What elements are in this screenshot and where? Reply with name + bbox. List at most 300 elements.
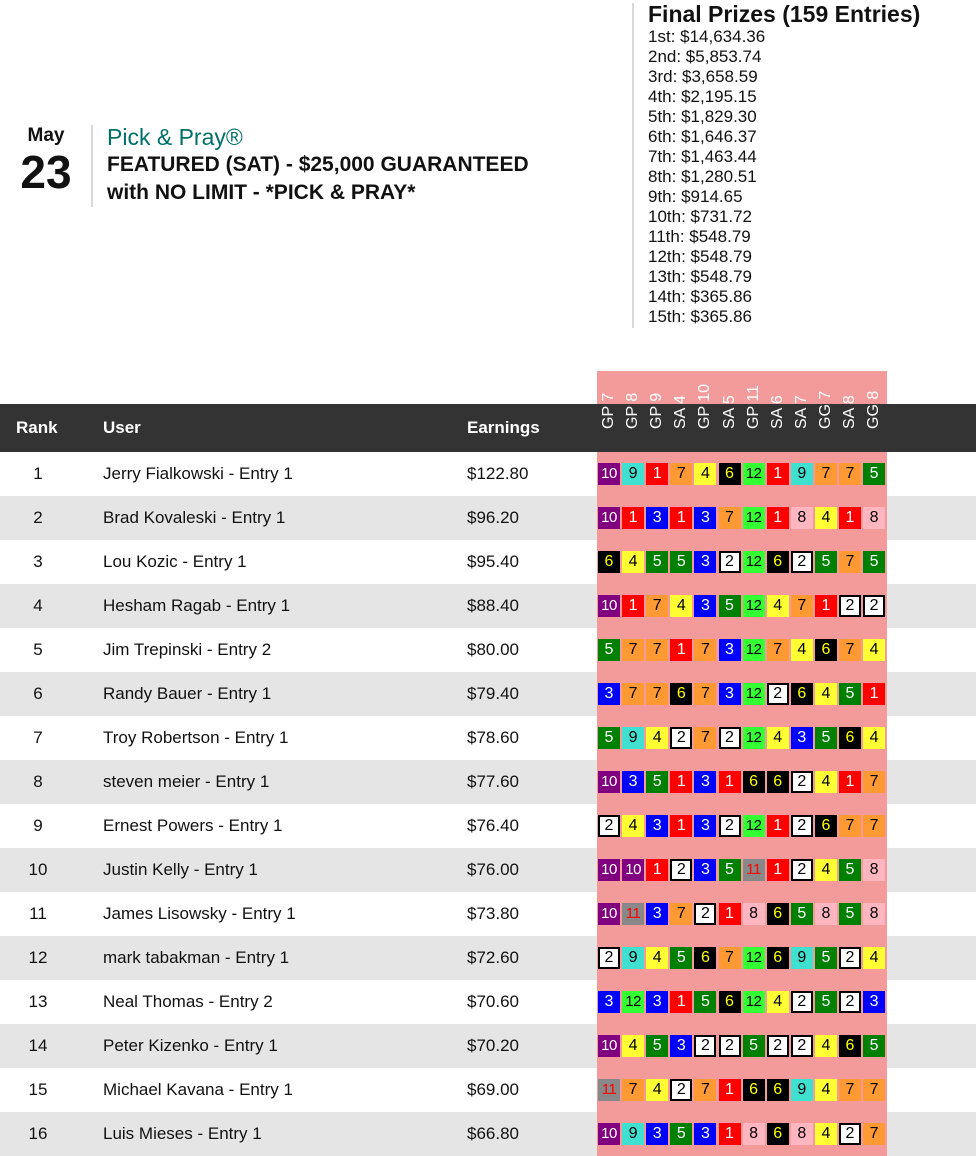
saddle-cloth-badge: 9 (791, 947, 813, 969)
prize-item: 13th: $548.79 (648, 267, 752, 286)
picks-cell (597, 672, 887, 716)
saddle-cloth-badge: 7 (622, 683, 644, 705)
prize-item: 1st: $14,634.36 (648, 27, 766, 46)
race-header-label: GP 10 (696, 383, 714, 429)
earnings-cell: $76.00 (467, 860, 519, 879)
saddle-cloth-badge: 7 (839, 551, 861, 573)
saddle-cloth-badge: 3 (694, 551, 716, 573)
saddle-cloth-badge: 12 (743, 595, 765, 617)
user-name[interactable]: Randy Bauer - Entry 1 (103, 684, 272, 703)
saddle-cloth-badge: 2 (767, 1035, 789, 1057)
event-info (107, 123, 529, 207)
saddle-cloth-badge: 4 (767, 727, 789, 749)
picks-cell (597, 452, 887, 496)
saddle-cloth-badge: 8 (791, 1123, 813, 1145)
saddle-cloth-badge: 10 (598, 903, 620, 925)
table-row[interactable] (0, 804, 976, 848)
saddle-cloth-badge: 1 (670, 771, 692, 793)
rank-cell: 9 (33, 816, 43, 835)
saddle-cloth-badge: 9 (622, 727, 644, 749)
saddle-cloth-badge: 1 (646, 859, 668, 881)
saddle-cloth-badge: 10 (622, 859, 644, 881)
saddle-cloth-badge: 10 (598, 463, 620, 485)
saddle-cloth-badge: 12 (743, 551, 765, 573)
saddle-cloth-badge: 4 (815, 1123, 837, 1145)
saddle-cloth-badge: 10 (598, 595, 620, 617)
saddle-cloth-badge: 3 (694, 507, 716, 529)
saddle-cloth-badge: 2 (839, 1123, 861, 1145)
picks-cell (597, 716, 887, 760)
prize-item: 12th: $548.79 (648, 247, 752, 266)
rank-cell: 7 (33, 728, 43, 747)
saddle-cloth-badge: 2 (670, 859, 692, 881)
saddle-cloth-badge: 1 (719, 771, 741, 793)
event-day: 23 (20, 146, 72, 198)
saddle-cloth-badge: 10 (598, 1123, 620, 1145)
picks-cell (597, 936, 887, 980)
saddle-cloth-badge: 4 (863, 947, 885, 969)
saddle-cloth-badge: 8 (863, 859, 885, 881)
saddle-cloth-badge: 7 (839, 639, 861, 661)
rank-cell: 12 (28, 948, 48, 967)
rank-cell: 1 (33, 464, 43, 483)
race-header (838, 375, 862, 447)
saddle-cloth-badge: 2 (767, 683, 789, 705)
saddle-cloth-badge: 3 (598, 991, 620, 1013)
user-name[interactable]: Troy Robertson - Entry 1 (103, 728, 289, 747)
saddle-cloth-badge: 1 (622, 595, 644, 617)
saddle-cloth-badge: 2 (839, 947, 861, 969)
user-name[interactable]: Hesham Ragab - Entry 1 (103, 596, 291, 615)
saddle-cloth-badge: 7 (622, 639, 644, 661)
saddle-cloth-badge: 7 (694, 683, 716, 705)
saddle-cloth-badge: 3 (694, 595, 716, 617)
date-block (0, 125, 92, 197)
saddle-cloth-badge: 1 (767, 507, 789, 529)
saddle-cloth-badge: 3 (719, 683, 741, 705)
race-header-label: GG 7 (816, 390, 834, 429)
race-header-label: GP 9 (648, 392, 666, 429)
user-name[interactable]: Jim Trepinski - Entry 2 (103, 640, 272, 659)
saddle-cloth-badge: 3 (719, 639, 741, 661)
prize-item: 9th: $914.65 (648, 187, 743, 206)
user-name[interactable]: Neal Thomas - Entry 2 (103, 992, 273, 1011)
prize-item: 4th: $2,195.15 (648, 87, 757, 106)
saddle-cloth-badge: 7 (839, 1079, 861, 1101)
earnings-cell: $69.00 (467, 1080, 519, 1099)
user-name[interactable]: Brad Kovaleski - Entry 1 (103, 508, 286, 527)
saddle-cloth-badge: 10 (598, 771, 620, 793)
saddle-cloth-badge: 6 (791, 683, 813, 705)
race-header-label: GG 8 (865, 390, 883, 429)
saddle-cloth-badge: 5 (670, 1123, 692, 1145)
saddle-cloth-badge: 4 (791, 639, 813, 661)
saddle-cloth-badge: 1 (767, 463, 789, 485)
race-header-label: SA 8 (841, 395, 858, 429)
picks-cell (597, 760, 887, 804)
saddle-cloth-badge: 10 (598, 859, 620, 881)
saddle-cloth-badge: 12 (743, 947, 765, 969)
saddle-cloth-badge: 9 (622, 463, 644, 485)
race-header (790, 375, 814, 447)
saddle-cloth-badge: 11 (598, 1079, 620, 1101)
saddle-cloth-badge: 4 (815, 683, 837, 705)
prize-item: 3rd: $3,658.59 (648, 67, 758, 86)
saddle-cloth-badge: 10 (598, 507, 620, 529)
saddle-cloth-badge: 2 (719, 815, 741, 837)
rank-cell: 11 (29, 904, 47, 923)
saddle-cloth-badge: 6 (743, 1079, 765, 1101)
saddle-cloth-badge: 3 (646, 903, 668, 925)
saddle-cloth-badge: 5 (815, 551, 837, 573)
saddle-cloth-badge: 5 (646, 1035, 668, 1057)
saddle-cloth-badge: 6 (694, 947, 716, 969)
saddle-cloth-badge: 7 (767, 639, 789, 661)
picks-cell (597, 1112, 887, 1156)
saddle-cloth-badge: 1 (863, 683, 885, 705)
saddle-cloth-badge: 2 (598, 947, 620, 969)
saddle-cloth-badge: 2 (694, 1035, 716, 1057)
rank-cell: 6 (33, 684, 43, 703)
table-row[interactable] (0, 672, 976, 716)
saddle-cloth-badge: 5 (598, 727, 620, 749)
saddle-cloth-badge: 7 (815, 463, 837, 485)
rank-cell: 3 (33, 552, 43, 571)
saddle-cloth-badge: 6 (815, 639, 837, 661)
saddle-cloth-badge: 7 (839, 463, 861, 485)
saddle-cloth-badge: 1 (670, 991, 692, 1013)
rank-cell: 14 (28, 1036, 48, 1055)
table-row[interactable] (0, 496, 976, 540)
saddle-cloth-badge: 7 (670, 903, 692, 925)
saddle-cloth-badge: 4 (815, 771, 837, 793)
saddle-cloth-badge: 9 (791, 463, 813, 485)
earnings-cell: $76.40 (467, 816, 519, 835)
saddle-cloth-badge: 2 (791, 1035, 813, 1057)
saddle-cloth-badge: 1 (815, 595, 837, 617)
saddle-cloth-badge: 5 (743, 1035, 765, 1057)
saddle-cloth-badge: 4 (767, 595, 789, 617)
picks-cell (597, 584, 887, 628)
earnings-cell: $96.20 (467, 508, 519, 527)
earnings-cell: $66.80 (467, 1124, 519, 1143)
saddle-cloth-badge: 5 (719, 859, 741, 881)
user-name[interactable]: Jerry Fialkowski - Entry 1 (103, 464, 293, 483)
saddle-cloth-badge: 5 (839, 683, 861, 705)
table-row[interactable] (0, 452, 976, 496)
saddle-cloth-badge: 8 (791, 507, 813, 529)
prize-item: 11th: $548.79 (648, 227, 751, 246)
contest-title-line-2: with NO LIMIT - *PICK & PRAY* (107, 181, 416, 204)
saddle-cloth-badge: 1 (839, 507, 861, 529)
race-header (766, 375, 790, 447)
saddle-cloth-badge: 12 (743, 507, 765, 529)
saddle-cloth-badge: 5 (791, 903, 813, 925)
user-name[interactable]: Luis Mieses - Entry 1 (103, 1124, 262, 1143)
saddle-cloth-badge: 7 (646, 639, 668, 661)
saddle-cloth-badge: 8 (863, 507, 885, 529)
picks-cell (597, 980, 887, 1024)
saddle-cloth-badge: 12 (743, 991, 765, 1013)
prize-item: 14th: $365.86 (648, 287, 752, 306)
race-header-label: GP 8 (624, 392, 642, 429)
saddle-cloth-badge: 6 (719, 991, 741, 1013)
saddle-cloth-badge: 2 (719, 727, 741, 749)
race-header (621, 375, 645, 447)
saddle-cloth-badge: 9 (622, 947, 644, 969)
saddle-cloth-badge: 12 (743, 639, 765, 661)
leaderboard-table (0, 452, 976, 1156)
prize-item: 10th: $731.72 (648, 207, 752, 226)
saddle-cloth-badge: 2 (670, 727, 692, 749)
saddle-cloth-badge: 6 (767, 551, 789, 573)
table-row[interactable] (0, 628, 976, 672)
picks-cell (597, 540, 887, 584)
saddle-cloth-badge: 7 (622, 1079, 644, 1101)
earnings-cell: $80.00 (467, 640, 519, 659)
saddle-cloth-badge: 11 (743, 859, 765, 881)
saddle-cloth-badge: 7 (646, 683, 668, 705)
prize-item: 15th: $365.86 (648, 307, 752, 326)
saddle-cloth-badge: 6 (815, 815, 837, 837)
saddle-cloth-badge: 2 (719, 551, 741, 573)
saddle-cloth-badge: 3 (646, 507, 668, 529)
saddle-cloth-badge: 3 (646, 1123, 668, 1145)
saddle-cloth-badge: 6 (719, 463, 741, 485)
picks-cell (597, 804, 887, 848)
saddle-cloth-badge: 6 (767, 903, 789, 925)
race-header-label: SA 5 (720, 395, 738, 429)
saddle-cloth-badge: 8 (815, 903, 837, 925)
saddle-cloth-badge: 3 (646, 815, 668, 837)
earnings-cell: $77.60 (467, 772, 519, 791)
prize-item: 8th: $1,280.51 (648, 167, 757, 186)
saddle-cloth-badge: 1 (719, 1079, 741, 1101)
earnings-cell: $122.80 (467, 464, 529, 483)
table-row[interactable] (0, 936, 976, 980)
saddle-cloth-badge: 2 (839, 595, 861, 617)
earnings-cell: $72.60 (467, 948, 519, 967)
saddle-cloth-badge: 3 (646, 991, 668, 1013)
saddle-cloth-badge: 2 (791, 771, 813, 793)
saddle-cloth-badge: 2 (791, 991, 813, 1013)
saddle-cloth-badge: 9 (791, 1079, 813, 1101)
contest-brand: Pick & Pray® (107, 124, 243, 150)
race-header (742, 375, 766, 447)
saddle-cloth-badge: 12 (743, 727, 765, 749)
prize-item: 5th: $1,829.30 (648, 107, 757, 126)
saddle-cloth-badge: 2 (719, 1035, 741, 1057)
table-row[interactable] (0, 1068, 976, 1112)
saddle-cloth-badge: 7 (791, 595, 813, 617)
saddle-cloth-badge: 3 (694, 1123, 716, 1145)
saddle-cloth-badge: 9 (622, 1123, 644, 1145)
earnings-cell: $95.40 (467, 552, 519, 571)
prize-item: 2nd: $5,853.74 (648, 47, 762, 66)
saddle-cloth-badge: 8 (863, 903, 885, 925)
saddle-cloth-badge: 5 (839, 903, 861, 925)
saddle-cloth-badge: 6 (767, 947, 789, 969)
picks-cell (597, 1024, 887, 1068)
saddle-cloth-badge: 2 (839, 991, 861, 1013)
race-header (814, 375, 838, 447)
saddle-cloth-badge: 5 (694, 991, 716, 1013)
saddle-cloth-badge: 4 (646, 947, 668, 969)
user-name[interactable]: Lou Kozic - Entry 1 (103, 552, 247, 571)
saddle-cloth-badge: 3 (694, 771, 716, 793)
saddle-cloth-badge: 2 (598, 815, 620, 837)
earnings-header[interactable]: Earnings (467, 418, 540, 437)
saddle-cloth-badge: 2 (791, 551, 813, 573)
saddle-cloth-badge: 1 (767, 815, 789, 837)
picks-cell (597, 848, 887, 892)
table-row[interactable] (0, 584, 976, 628)
saddle-cloth-badge: 7 (863, 1123, 885, 1145)
saddle-cloth-badge: 4 (670, 595, 692, 617)
race-header (693, 375, 717, 447)
earnings-cell: $79.40 (467, 684, 519, 703)
saddle-cloth-badge: 4 (815, 859, 837, 881)
saddle-cloth-badge: 10 (598, 1035, 620, 1057)
user-name[interactable]: Justin Kelly - Entry 1 (103, 860, 258, 879)
user-name[interactable]: Peter Kizenko - Entry 1 (103, 1036, 278, 1055)
divider (91, 125, 93, 207)
earnings-cell: $70.60 (467, 992, 519, 1011)
saddle-cloth-badge: 6 (839, 1035, 861, 1057)
earnings-cell: $70.20 (467, 1036, 519, 1055)
picks-cell (597, 1068, 887, 1112)
race-header-label: SA 6 (768, 395, 786, 429)
saddle-cloth-badge: 8 (743, 1123, 765, 1145)
saddle-cloth-badge: 7 (719, 947, 741, 969)
saddle-cloth-badge: 6 (767, 1123, 789, 1145)
saddle-cloth-badge: 4 (815, 507, 837, 529)
picks-cell (597, 628, 887, 672)
saddle-cloth-badge: 4 (622, 815, 644, 837)
saddle-cloth-badge: 4 (694, 463, 716, 485)
rank-cell: 13 (28, 992, 48, 1011)
saddle-cloth-badge: 1 (622, 507, 644, 529)
rank-cell: 2 (33, 508, 43, 527)
saddle-cloth-badge: 7 (719, 507, 741, 529)
saddle-cloth-badge: 1 (670, 815, 692, 837)
saddle-cloth-badge: 3 (694, 859, 716, 881)
prize-list (648, 27, 920, 327)
saddle-cloth-badge: 2 (791, 859, 813, 881)
table-row[interactable] (0, 848, 976, 892)
divider (632, 3, 634, 328)
saddle-cloth-badge: 4 (767, 991, 789, 1013)
saddle-cloth-badge: 5 (815, 947, 837, 969)
saddle-cloth-badge: 5 (670, 947, 692, 969)
table-row[interactable] (0, 1112, 976, 1156)
saddle-cloth-badge: 6 (743, 771, 765, 793)
event-month: May (27, 125, 65, 146)
user-name[interactable]: James Lisowsky - Entry 1 (103, 904, 296, 923)
saddle-cloth-badge: 5 (839, 859, 861, 881)
rank-cell: 15 (28, 1080, 48, 1099)
saddle-cloth-badge: 7 (694, 727, 716, 749)
user-name[interactable]: steven meier - Entry 1 (103, 772, 270, 791)
saddle-cloth-badge: 11 (622, 903, 644, 925)
race-header (645, 375, 669, 447)
saddle-cloth-badge: 4 (863, 727, 885, 749)
saddle-cloth-badge: 5 (719, 595, 741, 617)
saddle-cloth-badge: 7 (839, 815, 861, 837)
final-prizes-title: Final Prizes (159 Entries) (648, 1, 921, 27)
prize-item: 7th: $1,463.44 (648, 147, 757, 166)
saddle-cloth-badge: 5 (646, 771, 668, 793)
table-row[interactable] (0, 540, 976, 584)
saddle-cloth-badge: 5 (863, 1035, 885, 1057)
saddle-cloth-badge: 4 (646, 1079, 668, 1101)
table-row[interactable] (0, 760, 976, 804)
table-row[interactable] (0, 1024, 976, 1068)
race-header (718, 375, 742, 447)
race-header (597, 375, 621, 447)
saddle-cloth-badge: 12 (622, 991, 644, 1013)
saddle-cloth-badge: 3 (670, 1035, 692, 1057)
race-header-label: GP 7 (600, 392, 617, 429)
table-row[interactable] (0, 892, 976, 936)
saddle-cloth-badge: 7 (863, 771, 885, 793)
saddle-cloth-badge: 5 (670, 551, 692, 573)
saddle-cloth-badge: 12 (743, 815, 765, 837)
saddle-cloth-badge: 6 (767, 771, 789, 793)
saddle-cloth-badge: 4 (622, 551, 644, 573)
user-name[interactable]: Michael Kavana - Entry 1 (103, 1080, 293, 1099)
saddle-cloth-badge: 5 (863, 551, 885, 573)
saddle-cloth-badge: 3 (622, 771, 644, 793)
rank-cell: 8 (33, 772, 43, 791)
saddle-cloth-badge: 3 (863, 991, 885, 1013)
race-headers (597, 371, 887, 452)
table-row[interactable] (0, 716, 976, 760)
race-header (862, 375, 886, 447)
saddle-cloth-badge: 5 (646, 551, 668, 573)
earnings-cell: $88.40 (467, 596, 519, 615)
saddle-cloth-badge: 1 (670, 507, 692, 529)
saddle-cloth-badge: 12 (743, 463, 765, 485)
race-header-label: GP 11 (744, 385, 762, 429)
saddle-cloth-badge: 2 (863, 595, 885, 617)
picks-cell (597, 496, 887, 540)
table-row[interactable] (0, 980, 976, 1024)
earnings-cell: $78.60 (467, 728, 519, 747)
rank-header[interactable]: Rank (16, 418, 58, 437)
saddle-cloth-badge: 7 (670, 463, 692, 485)
saddle-cloth-badge: 1 (719, 1123, 741, 1145)
user-name[interactable]: Ernest Powers - Entry 1 (103, 816, 283, 835)
contest-title-line-1: FEATURED (SAT) - $25,000 GUARANTEED (107, 153, 529, 176)
saddle-cloth-badge: 5 (815, 727, 837, 749)
saddle-cloth-badge: 5 (598, 639, 620, 661)
user-name[interactable]: mark tabakman - Entry 1 (103, 948, 290, 967)
saddle-cloth-badge: 8 (743, 903, 765, 925)
picks-cell (597, 892, 887, 936)
race-header-label: SA 7 (792, 395, 810, 429)
saddle-cloth-badge: 12 (743, 683, 765, 705)
user-header[interactable]: User (103, 418, 141, 437)
saddle-cloth-badge: 7 (694, 639, 716, 661)
saddle-cloth-badge: 3 (694, 815, 716, 837)
race-header-label: SA 4 (672, 395, 690, 429)
saddle-cloth-badge: 7 (863, 815, 885, 837)
race-header (669, 375, 693, 447)
saddle-cloth-badge: 2 (791, 815, 813, 837)
saddle-cloth-badge: 6 (598, 551, 620, 573)
saddle-cloth-badge: 5 (863, 463, 885, 485)
